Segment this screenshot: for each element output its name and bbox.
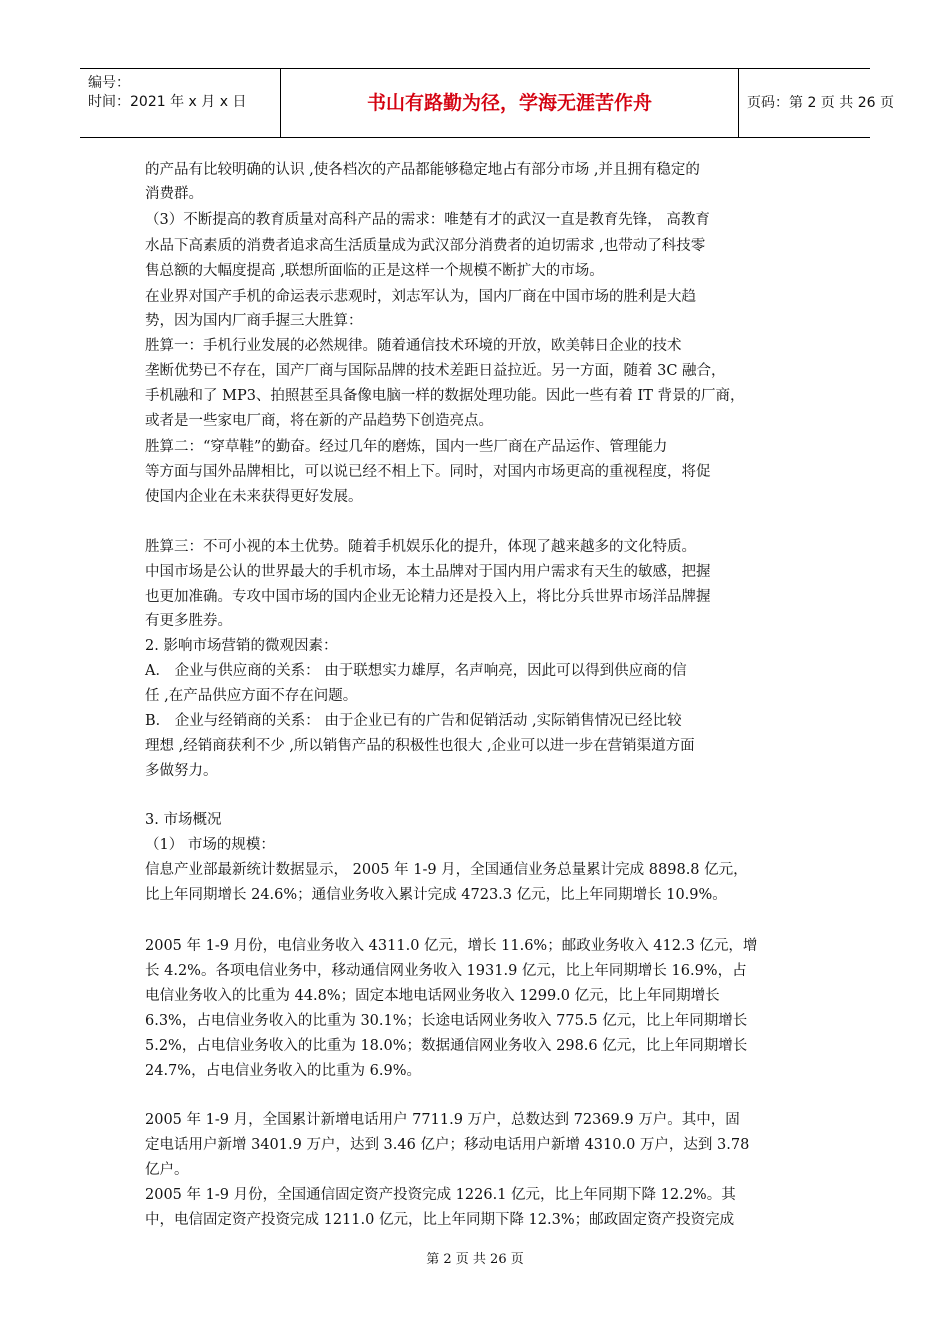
text-line: 电信业务收入的比重为 44.8%；固定本地电话网业务收入 1299.0 亿元，比上年同期增长 xyxy=(145,988,720,1004)
text-line: 2005 年 1-9 月份，电信业务收入 4311.0 亿元，增长 11.6%；邮政业务收入 412.3 亿元，增 xyxy=(145,938,758,954)
text-line: 手机融和了 MP3、拍照甚至具备像电脑一样的数据处理功能。因此一些有着 IT 背景的厂商， xyxy=(145,388,745,404)
text-line: 中，电信固定资产投资完成 1211.0 亿元，比上年同期下降 12.3%；邮政固定资产投资完成 xyxy=(145,1212,735,1228)
text-line: （1） 市场的规模： xyxy=(145,837,275,853)
text-line: 6.3%，占电信业务收入的比重为 30.1%；长途电话网业务收入 775.5 亿元，比上年同期增长 xyxy=(145,1013,748,1029)
text-line: 的产品有比较明确的认识 ,使各档次的产品都能够稳定地占有部分市场 ,并且拥有稳定的 xyxy=(145,162,700,178)
page-footer: 第 2 页 共 26 页 xyxy=(426,1252,524,1267)
header-motto: 书山有路勤为径，学海无涯苦作舟 xyxy=(280,69,739,137)
section-heading: 3. 市场概况 xyxy=(145,812,222,828)
text-line: 24.7%，占电信业务收入的比重为 6.9%。 xyxy=(145,1063,422,1079)
header-page-number: 页码：第 2 页 共 26 页 xyxy=(747,95,894,111)
text-line: 比上年同期增长 24.6%；通信业务收入累计完成 4723.3 亿元，比上年同期增长 10.9%。 xyxy=(145,887,727,903)
text-line: 亿户。 xyxy=(145,1162,189,1178)
text-line: 也更加准确。专攻中国市场的国内企业无论精力还是投入上，将比分兵世界市场洋品牌握 xyxy=(145,589,711,605)
text-line: 定电话用户新增 3401.9 万户，达到 3.46 亿户；移动电话用户新增 4310.0 万户，达到 3.78 xyxy=(145,1137,750,1153)
text-line: 长 4.2%。各项电信业务中，移动通信网业务收入 1931.9 亿元，比上年同期增长 16.9%，占 xyxy=(145,963,747,979)
text-line: 多做努力。 xyxy=(145,763,218,779)
text-line: 信息产业部最新统计数据显示， 2005 年 1-9 月，全国通信业务总量累计完成 8898.8 亿元， xyxy=(145,862,748,878)
text-line: 等方面与国外品牌相比，可以说已经不相上下。同时，对国内市场更高的重视程度，将促 xyxy=(145,464,711,480)
text-line: 胜算一：手机行业发展的必然规律。随着通信技术环境的开放，欧美韩日企业的技术 xyxy=(145,338,682,354)
text-line: 任 ,在产品供应方面不存在问题。 xyxy=(145,688,358,704)
text-line: 理想 ,经销商获利不少 ,所以销售产品的积极性也很大 ,企业可以进一步在营销渠道方面 xyxy=(145,738,695,754)
text-line: 或者是一些家电厂商，将在新的产品趋势下创造亮点。 xyxy=(145,413,493,429)
text-line: 2005 年 1-9 月，全国累计新增电话用户 7711.9 万户，总数达到 72369.9 万户。其中，固 xyxy=(145,1112,740,1128)
text-line: A． 企业与供应商的关系： 由于联想实力雄厚，名声响亮，因此可以得到供应商的信 xyxy=(145,663,687,679)
document-number: 编号： xyxy=(88,75,130,91)
text-line: 2. 影响市场营销的微观因素： xyxy=(145,638,338,654)
text-line: 2005 年 1-9 月份，全国通信固定资产投资完成 1226.1 亿元，比上年同期下降 12.2%。其 xyxy=(145,1187,736,1203)
text-line: 水品下高素质的消费者追求高生活质量成为武汉部分消费者的迫切需求 ,也带动了科技零 xyxy=(145,238,706,254)
page-header xyxy=(80,68,894,138)
text-line: 胜算三：不可小视的本土优势。随着手机娱乐化的提升，体现了越来越多的文化特质。 xyxy=(145,539,696,555)
text-line: 在业界对国产手机的命运表示悲观时，刘志军认为，国内厂商在中国市场的胜利是大趋 xyxy=(145,289,696,305)
text-line: 有更多胜券。 xyxy=(145,613,232,629)
text-line: B． 企业与经销商的关系： 由于企业已有的广告和促销活动 ,实际销售情况已经比较 xyxy=(145,713,682,729)
text-line: 垄断优势已不存在，国产厂商与国际品牌的技术差距日益拉近。另一方面，随着 3C 融合， xyxy=(145,363,726,379)
document-date: 时间：2021 年 x 月 x 日 xyxy=(88,94,247,110)
text-line: （3）不断提高的教育质量对高科产品的需求：唯楚有才的武汉一直是教育先锋， 高教育 xyxy=(145,212,710,228)
text-line: 5.2%，占电信业务收入的比重为 18.0%；数据通信网业务收入 298.6 亿元，比上年同期增长 xyxy=(145,1038,748,1054)
text-line: 势，因为国内厂商手握三大胜算： xyxy=(145,313,363,329)
text-line: 售总额的大幅度提高 ,联想所面临的正是这样一个规模不断扩大的市场。 xyxy=(145,263,604,279)
text-line: 胜算二：“穿草鞋”的勤奋。经过几年的磨炼，国内一些厂商在产品运作、管理能力 xyxy=(145,439,668,455)
text-line: 消费群。 xyxy=(145,186,203,202)
text-line: 使国内企业在未来获得更好发展。 xyxy=(145,489,363,505)
text-line: 中国市场是公认的世界最大的手机市场，本土品牌对于国内用户需求有天生的敏感，把握 xyxy=(145,564,711,580)
header-info-cell xyxy=(80,69,280,137)
